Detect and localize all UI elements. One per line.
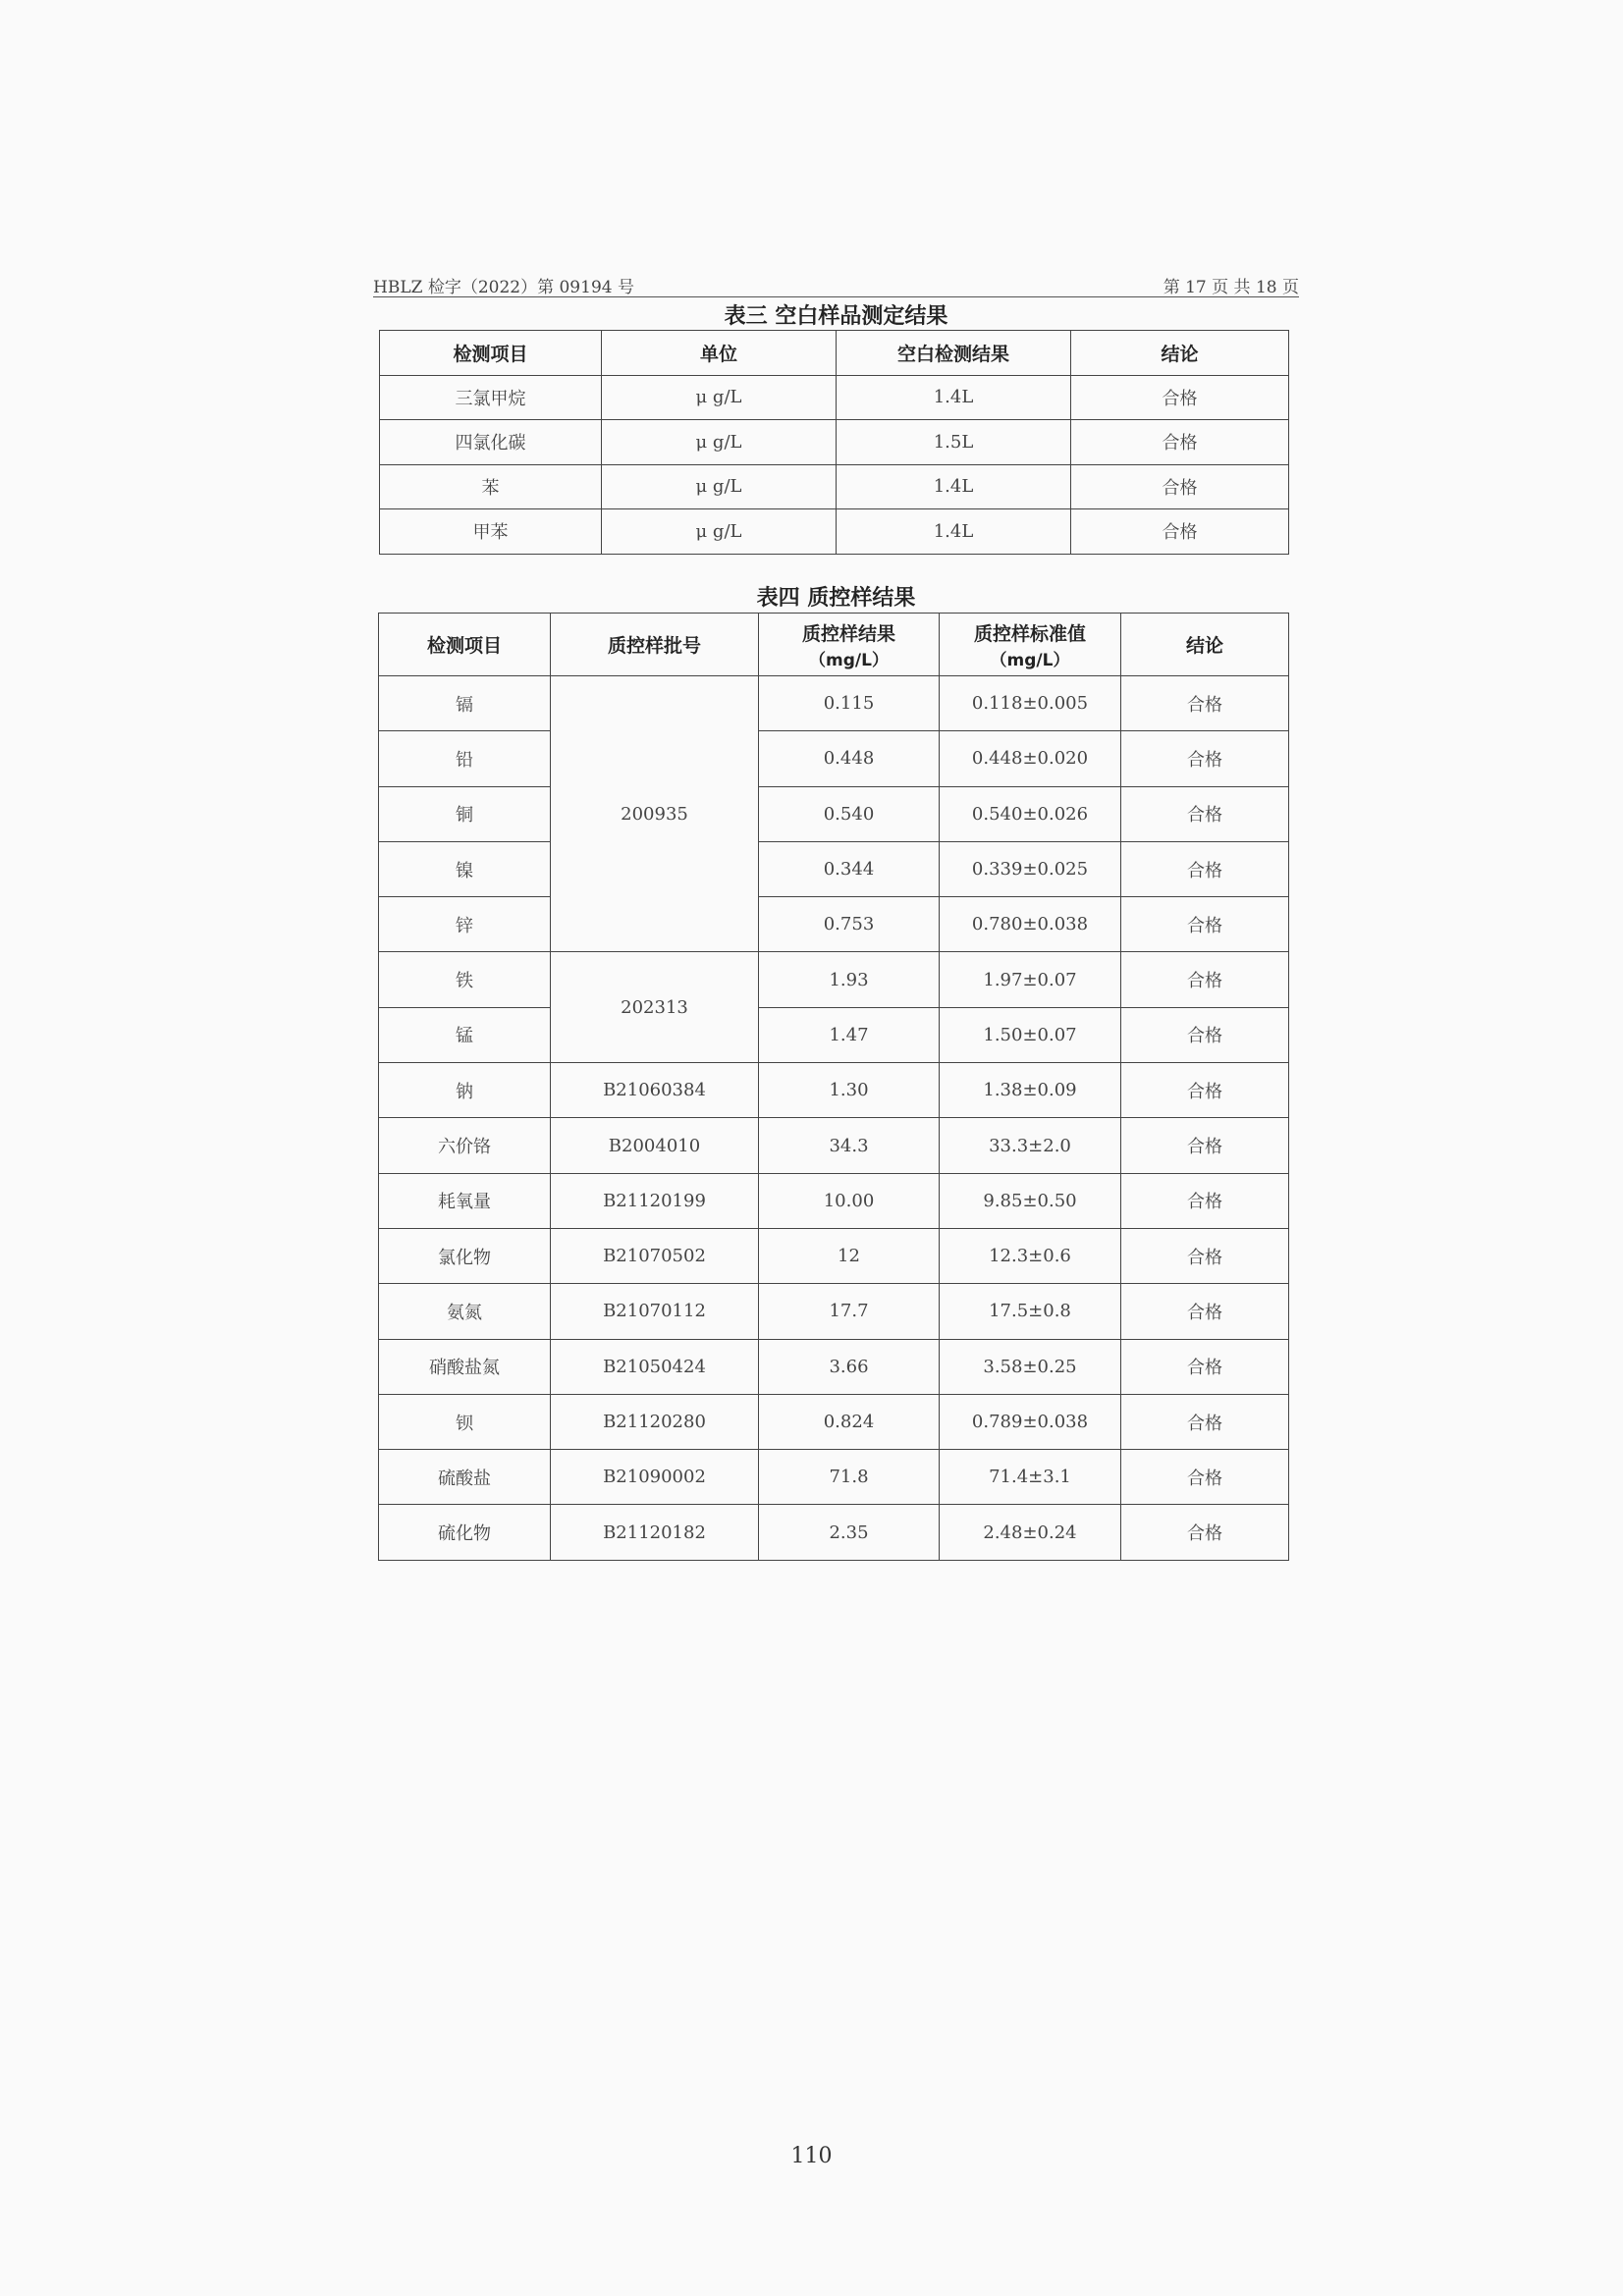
cell-conclusion: 合格 [1121,1007,1289,1062]
cell-standard: 1.97±0.07 [940,952,1121,1007]
cell-conclusion: 合格 [1121,786,1289,841]
cell-result: 0.448 [759,731,940,786]
cell-item: 四氯化碳 [380,420,602,465]
cell-item: 硫酸盐 [379,1450,551,1505]
table-row [380,420,1289,465]
cell-item: 锰 [379,1007,551,1062]
cell-conclusion: 合格 [1121,1284,1289,1339]
col-header-item: 检测项目 [380,331,602,376]
cell-conclusion: 合格 [1121,1450,1289,1505]
table4-title: 表四 质控样结果 [756,586,916,611]
cell-batch-merged: 200935 [551,676,759,952]
table-row [379,1228,1289,1283]
cell-item: 氯化物 [379,1228,551,1283]
cell-item: 锌 [379,897,551,952]
cell-batch: B21120182 [551,1505,759,1560]
cell-batch: B21060384 [551,1063,759,1118]
cell-standard: 0.780±0.038 [940,897,1121,952]
table-row [379,897,1289,952]
table-row [379,1339,1289,1394]
qc-sample-table [378,613,1289,1561]
cell-batch: B21120199 [551,1173,759,1228]
table-row [379,1450,1289,1505]
cell-conclusion: 合格 [1121,952,1289,1007]
cell-result: 1.4L [837,464,1071,509]
col-header-qc-result-unit: （mg/L） [809,650,889,670]
cell-item: 镉 [379,676,551,731]
table-row [380,375,1289,420]
cell-conclusion: 合格 [1121,1118,1289,1173]
report-number: HBLZ 检字（2022）第 09194 号 [373,278,634,297]
cell-standard: 2.48±0.24 [940,1505,1121,1560]
cell-result: 0.344 [759,841,940,896]
page-header [373,273,1299,297]
cell-result: 2.35 [759,1505,940,1560]
cell-standard: 0.339±0.025 [940,841,1121,896]
cell-conclusion: 合格 [1121,1394,1289,1449]
cell-item: 钠 [379,1063,551,1118]
cell-result: 10.00 [759,1173,940,1228]
cell-standard: 1.38±0.09 [940,1063,1121,1118]
cell-conclusion: 合格 [1071,420,1289,465]
cell-standard: 0.540±0.026 [940,786,1121,841]
cell-conclusion: 合格 [1121,731,1289,786]
cell-standard: 12.3±0.6 [940,1228,1121,1283]
table-header-row [379,614,1289,676]
table-row [380,464,1289,509]
table-row [379,786,1289,841]
cell-standard: 0.789±0.038 [940,1394,1121,1449]
cell-result: 0.115 [759,676,940,731]
table-header-row [380,331,1289,376]
cell-result: 34.3 [759,1118,940,1173]
cell-item: 硫化物 [379,1505,551,1560]
table-row [379,676,1289,731]
cell-result: 1.47 [759,1007,940,1062]
cell-item: 铁 [379,952,551,1007]
cell-item: 铅 [379,731,551,786]
cell-standard: 3.58±0.25 [940,1339,1121,1394]
cell-item: 三氯甲烷 [380,375,602,420]
col-header-blank-result: 空白检测结果 [837,331,1071,376]
table-row [379,1118,1289,1173]
cell-conclusion: 合格 [1121,897,1289,952]
cell-unit: μ g/L [602,509,837,555]
blank-sample-table [379,330,1289,555]
cell-conclusion: 合格 [1071,464,1289,509]
cell-unit: μ g/L [602,420,837,465]
cell-batch: B21090002 [551,1450,759,1505]
table-row [379,1007,1289,1062]
cell-item: 硝酸盐氮 [379,1339,551,1394]
cell-result: 12 [759,1228,940,1283]
table-row [379,952,1289,1007]
cell-conclusion: 合格 [1121,1173,1289,1228]
table-row [379,1394,1289,1449]
cell-item: 甲苯 [380,509,602,555]
col-header-qc-result-label: 质控样结果 [801,622,895,645]
cell-conclusion: 合格 [1121,1505,1289,1560]
cell-item: 镍 [379,841,551,896]
cell-standard: 17.5±0.8 [940,1284,1121,1339]
col-header-qc-result [759,614,940,676]
table-row [379,1173,1289,1228]
cell-result: 1.4L [837,509,1071,555]
cell-item: 耗氧量 [379,1173,551,1228]
cell-result: 3.66 [759,1339,940,1394]
cell-result: 1.30 [759,1063,940,1118]
cell-result: 1.93 [759,952,940,1007]
page-number: 110 [790,2144,833,2168]
col-header-batch: 质控样批号 [551,614,759,676]
col-header-unit: 单位 [602,331,837,376]
cell-unit: μ g/L [602,464,837,509]
cell-conclusion: 合格 [1071,509,1289,555]
cell-conclusion: 合格 [1121,841,1289,896]
cell-conclusion: 合格 [1121,1063,1289,1118]
table-row [379,841,1289,896]
cell-result: 0.824 [759,1394,940,1449]
cell-standard: 0.118±0.005 [940,676,1121,731]
col-header-qc-standard-unit: （mg/L） [990,650,1070,670]
cell-batch: B2004010 [551,1118,759,1173]
cell-result: 0.753 [759,897,940,952]
col-header-qc-standard [940,614,1121,676]
cell-item: 氨氮 [379,1284,551,1339]
cell-result: 1.4L [837,375,1071,420]
cell-standard: 1.50±0.07 [940,1007,1121,1062]
cell-standard: 71.4±3.1 [940,1450,1121,1505]
cell-standard: 0.448±0.020 [940,731,1121,786]
cell-conclusion: 合格 [1071,375,1289,420]
col-header-conclusion: 结论 [1071,331,1289,376]
cell-standard: 33.3±2.0 [940,1118,1121,1173]
page-indicator: 第 17 页 共 18 页 [1163,278,1299,297]
cell-conclusion: 合格 [1121,1228,1289,1283]
col-header-item: 检测项目 [379,614,551,676]
cell-batch-merged: 202313 [551,952,759,1063]
table3-title: 表三 空白样品测定结果 [724,304,948,329]
col-header-conclusion: 结论 [1121,614,1289,676]
cell-batch: B21070112 [551,1284,759,1339]
cell-conclusion: 合格 [1121,676,1289,731]
cell-batch: B21120280 [551,1394,759,1449]
cell-result: 0.540 [759,786,940,841]
table-row [379,1063,1289,1118]
cell-result: 17.7 [759,1284,940,1339]
cell-result: 71.8 [759,1450,940,1505]
cell-unit: μ g/L [602,375,837,420]
cell-item: 铜 [379,786,551,841]
cell-item: 钡 [379,1394,551,1449]
cell-batch: B21070502 [551,1228,759,1283]
cell-conclusion: 合格 [1121,1339,1289,1394]
cell-item: 苯 [380,464,602,509]
table-row [379,1284,1289,1339]
table-row [379,1505,1289,1560]
cell-standard: 9.85±0.50 [940,1173,1121,1228]
col-header-qc-standard-label: 质控样标准值 [973,622,1086,645]
cell-result: 1.5L [837,420,1071,465]
cell-item: 六价铬 [379,1118,551,1173]
table-row [379,731,1289,786]
table-row [380,509,1289,555]
cell-batch: B21050424 [551,1339,759,1394]
